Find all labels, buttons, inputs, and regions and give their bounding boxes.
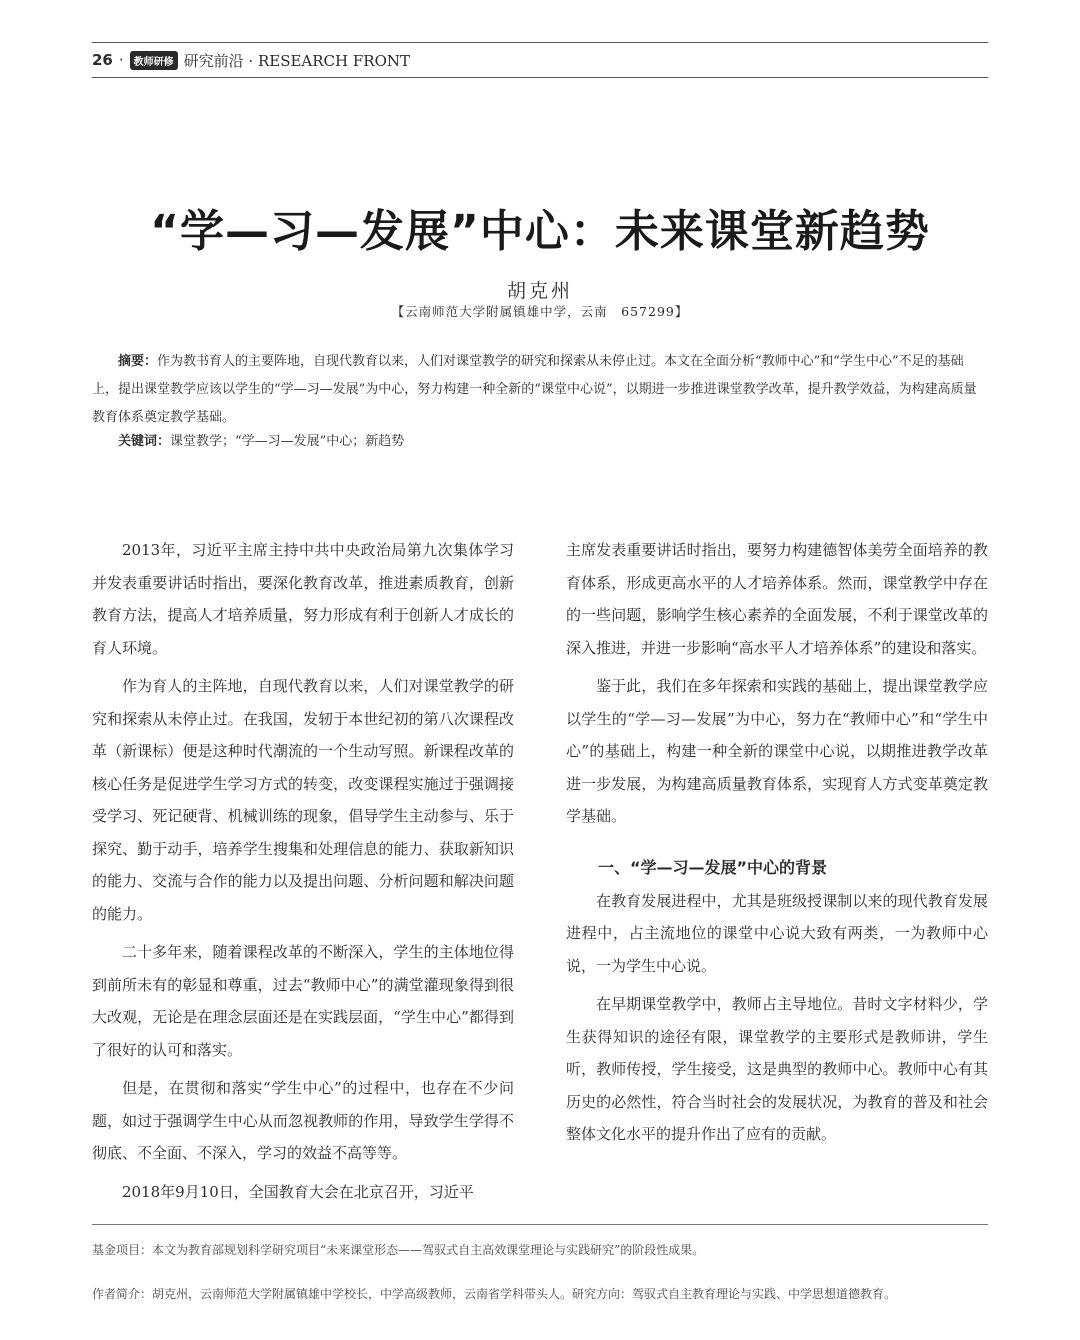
abstract [92,348,988,432]
keywords [92,428,988,456]
page-number: 26 [92,51,113,69]
running-header [92,42,988,78]
body-paragraph: 鉴于此，我们在多年探索和实践的基础上，提出课堂教学应以学生的“学—习—发展”为中心，努力在“教师中心”和“学生中心”的基础上，构建一种全新的课堂中心说，以期推进教学改革进一步发展，为构建高质量教育体系，实现育人方式变革奠定教学基础。 [566,677,988,825]
footnote-divider [92,1224,988,1225]
body-paragraph: 二十多年来，随着课程改革的不断深入，学生的主体地位得到前所未有的彰显和尊重，过去“教师中心”的满堂灌现象得到很大改观，无论是在理念层面还是在实践层面，“学生中心”都得到了很好的认可和落实。 [92,943,514,1059]
funding-note: 基金项目：本文为教育部规划科学研究项目“未来课堂形态——驾驭式自主高效课堂理论与实践研究”的阶段性成果。 [92,1243,705,1257]
keywords-label: 关键词： [118,434,171,449]
section-heading: 一、“学—习—发展”中心的背景 [598,857,828,877]
abstract-label: 摘要： [118,354,158,369]
body-paragraph: 2013年，习近平主席主持中共中央政治局第九次集体学习并发表重要讲话时指出，要深化教育改革，推进素质教育，创新教育方法，提高人才培养质量，努力形成有利于创新人才成长的育人环境。 [92,541,514,657]
body-paragraph: 主席发表重要讲话时指出，要努力构建德智体美劳全面培养的教育体系，形成更高水平的人才培养体系。然而，课堂教学中存在的一些问题，影响学生核心素养的全面发展，不利于课堂改革的深入推进，并进一步影响“高水平人才培养体系”的建设和落实。 [566,541,988,657]
header-bullet: · [118,51,124,69]
author-bio-note: 作者简介：胡克州，云南师范大学附属镇雄中学校长，中学高级教师，云南省学科带头人。研究方向：驾驭式自主教育理论与实践、中学思想道德教育。 [92,1287,897,1301]
body-paragraph: 但是，在贯彻和落实“学生中心”的过程中，也存在不少问题，如过于强调学生中心从而忽视教师的作用，导致学生学得不彻底、不全面、不深入，学习的效益不高等等。 [92,1079,514,1162]
section-name: 研究前沿 · RESEARCH FRONT [183,51,411,70]
body-column-left [92,534,514,1214]
author-name: 胡克州 [506,280,573,302]
keywords-text: 课堂教学；“学—习—发展”中心；新趋势 [170,434,405,449]
author-affiliation: 【云南师范大学附属镇雄中学，云南 657299】 [391,304,689,319]
body-paragraph: 作为育人的主阵地，自现代教育以来，人们对课堂教学的研究和探索从未停止过。在我国，发轫于本世纪初的第八次课程改革（新课标）便是这种时代潮流的一个生动写照。新课程改革的核心任务是促进学生学习方式的转变，改变课程实施过于强调接受学习、死记硬背、机械训练的现象，倡导学生主动参与、乐于探究、勤于动手，培养学生搜集和处理信息的能力、获取新知识的能力、交流与合作的能力以及提出问题、分析问题和解决问题的能力。 [92,677,514,923]
article-title: “学—习—发展”中心：未来课堂新趋势 [150,206,930,257]
abstract-text: 作为教书育人的主要阵地，自现代教育以来，人们对课堂教学的研究和探索从未停止过。本文在全面分析“教师中心”和“学生中心”不足的基础上，提出课堂教学应该以学生的“学—习—发展”为中心，努力构建一种全新的“课堂中心说”，以期进一步推进课堂教学改革，提升教学效益，为构建高质量教育体系奠定教学基础。 [92,354,977,425]
body-paragraph: 在早期课堂教学中，教师占主导地位。昔时文字材料少，学生获得知识的途径有限，课堂教学的主要形式是教师讲，学生听，教师传授，学生接受，这是典型的教师中心。教师中心有其历史的必然性，符合当时社会的发展状况，为教育的普及和社会整体文化水平的提升作出了应有的贡献。 [566,995,988,1143]
journal-logo: 教师研修 [130,51,178,70]
body-column-right [566,534,988,1157]
body-paragraph: 在教育发展进程中，尤其是班级授课制以来的现代教育发展进程中，占主流地位的课堂中心说大致有两类，一为教师中心说，一为学生中心说。 [566,891,988,975]
body-paragraph: 2018年9月10日，全国教育大会在北京召开，习近平 [122,1182,474,1201]
